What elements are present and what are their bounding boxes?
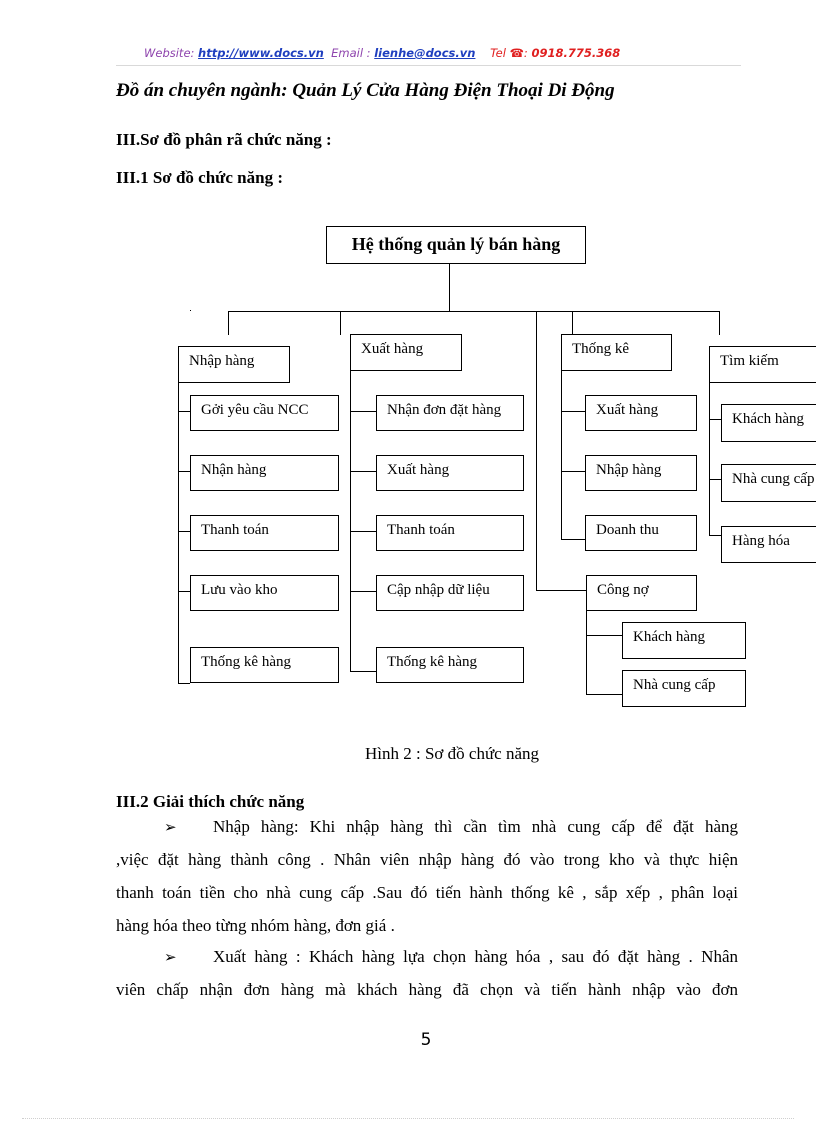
node-cong-no: Công nợ bbox=[586, 575, 697, 611]
tel-value: 0918.775.368 bbox=[531, 46, 621, 60]
node-cong-no-item: Nhà cung cấp bbox=[622, 670, 746, 707]
node-thong-ke: Thống kê bbox=[561, 334, 672, 371]
connector bbox=[709, 535, 721, 536]
node-tim-kiem: Tìm kiếm bbox=[709, 346, 816, 383]
connector bbox=[178, 471, 190, 472]
paragraph-text: Xuất hàng : Khách hàng lựa chọn hàng hóa , sau đó đặt hàng . Nhân bbox=[213, 947, 738, 966]
footer-divider bbox=[22, 1118, 794, 1119]
connector bbox=[572, 311, 573, 335]
connector bbox=[178, 364, 179, 684]
connector bbox=[178, 591, 190, 592]
node-cong-no-item: Khách hàng bbox=[622, 622, 746, 659]
page-number: 5 bbox=[420, 1030, 432, 1050]
connector bbox=[709, 364, 710, 536]
connector bbox=[536, 311, 537, 591]
connector bbox=[350, 671, 376, 672]
node-xuat-hang-item: Xuất hàng bbox=[376, 455, 524, 491]
stray-dot bbox=[190, 310, 191, 311]
paragraph-nhap-hang-line: thanh toán tiền cho nhà cung cấp .Sau đó tiến hành thống kê , sắp xếp , phân loại bbox=[116, 883, 738, 902]
node-thong-ke-item: Xuất hàng bbox=[585, 395, 697, 431]
connector bbox=[178, 531, 190, 532]
node-thong-ke-item: Nhập hàng bbox=[585, 455, 697, 491]
node-xuat-hang-item: Cập nhập dữ liệu bbox=[376, 575, 524, 611]
paragraph-nhap-hang-line: hàng hóa theo từng nhóm hàng, đơn giá . bbox=[116, 916, 395, 935]
paragraph-xuat-hang-line bbox=[116, 940, 738, 975]
paragraph-xuat-hang-line: viên chấp nhận đơn hàng mà khách hàng đã chọn và tiến hành nhập vào đơn bbox=[116, 980, 738, 999]
connector bbox=[350, 411, 376, 412]
connector bbox=[561, 352, 562, 540]
node-root: Hệ thống quản lý bán hàng bbox=[326, 226, 586, 264]
connector bbox=[340, 311, 341, 335]
node-nhap-hang-item: Thống kê hàng bbox=[190, 647, 339, 683]
arrow-bullet-icon: ➢ bbox=[164, 950, 177, 966]
connector bbox=[350, 471, 376, 472]
connector bbox=[561, 539, 585, 540]
section-heading-3-2: III.2 Giải thích chức năng bbox=[116, 792, 305, 811]
tel-label: Tel ☎: bbox=[490, 46, 532, 60]
website-label: Website: bbox=[144, 46, 199, 60]
connector bbox=[178, 411, 190, 412]
node-nhap-hang-item: Thanh toán bbox=[190, 515, 339, 551]
connector bbox=[350, 591, 376, 592]
paragraph-nhap-hang-line bbox=[116, 810, 738, 845]
connector bbox=[709, 419, 721, 420]
connector bbox=[561, 411, 585, 412]
page-header bbox=[144, 46, 620, 60]
connector bbox=[586, 694, 622, 695]
connector bbox=[709, 479, 721, 480]
arrow-bullet-icon: ➢ bbox=[164, 820, 177, 836]
node-tim-kiem-item: Khách hàng bbox=[721, 404, 816, 442]
node-tim-kiem-item: Nhà cung cấp bbox=[721, 464, 816, 502]
figure-caption: Hình 2 : Sơ đồ chức năng bbox=[364, 744, 540, 763]
connector bbox=[350, 531, 376, 532]
section-heading-3-1: III.1 Sơ đồ chức năng : bbox=[116, 168, 283, 187]
node-xuat-hang: Xuất hàng bbox=[350, 334, 462, 371]
connector bbox=[178, 683, 190, 684]
paragraph-text: Nhập hàng: Khi nhập hàng thì cần tìm nhà cung cấp để đặt hàng bbox=[213, 817, 738, 836]
connector bbox=[561, 471, 585, 472]
connector bbox=[350, 352, 351, 672]
header-divider bbox=[116, 65, 741, 66]
node-nhap-hang-item: Gởi yêu cầu NCC bbox=[190, 395, 339, 431]
email-label: Email : bbox=[331, 46, 375, 60]
node-xuat-hang-item: Thống kê hàng bbox=[376, 647, 524, 683]
website-link[interactable]: http://www.docs.vn bbox=[198, 46, 324, 60]
connector bbox=[228, 311, 229, 335]
connector bbox=[586, 635, 622, 636]
paragraph-nhap-hang-line: ,việc đặt hàng thành công . Nhân viên nhập hàng đó vào trong kho và thực hiện bbox=[116, 850, 738, 869]
node-xuat-hang-item: Nhận đơn đặt hàng bbox=[376, 395, 524, 431]
document-title: Đồ án chuyên ngành: Quản Lý Cửa Hàng Điện Thoại Di Động bbox=[116, 80, 615, 101]
connector bbox=[228, 311, 720, 312]
node-xuat-hang-item: Thanh toán bbox=[376, 515, 524, 551]
node-nhap-hang: Nhập hàng bbox=[178, 346, 290, 383]
connector bbox=[449, 263, 450, 311]
node-tim-kiem-item: Hàng hóa bbox=[721, 526, 816, 563]
connector bbox=[719, 311, 720, 335]
node-nhap-hang-item: Lưu vào kho bbox=[190, 575, 339, 611]
connector bbox=[536, 590, 586, 591]
node-thong-ke-item: Doanh thu bbox=[585, 515, 697, 551]
node-nhap-hang-item: Nhận hàng bbox=[190, 455, 339, 491]
email-link[interactable]: lienhe@docs.vn bbox=[374, 46, 476, 60]
section-heading-3: III.Sơ đồ phân rã chức năng : bbox=[116, 130, 332, 149]
